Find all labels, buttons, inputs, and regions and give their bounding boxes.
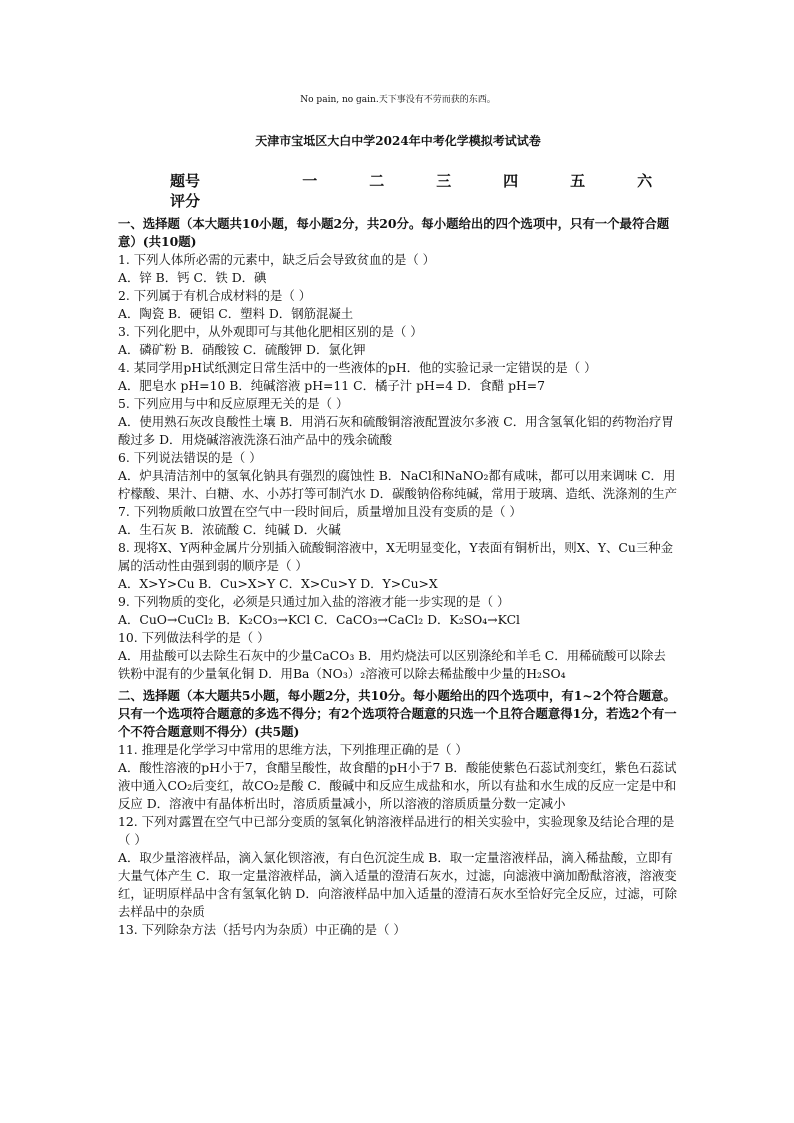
question-stem: 3. 下列化肥中，从外观即可与其他化肥相区别的是（ ） <box>118 324 423 339</box>
score-col-1: 一 <box>302 172 318 190</box>
question-options: A．取少量溶液样品，滴入氯化钡溶液，有白色沉淀生成 B．取一定量溶液样品，滴入稀盐酸，立即有大量气体产生 C．取一定量溶液样品，滴入适量的澄清石灰水，过滤，向滤液中滴加酚酞溶液，溶液变红，证明原样品中含有氢氧化钠 D．向溶液样品中加入适量的澄清石灰水至恰好完全反应，过滤，可除去样品中的杂质 <box>118 850 678 919</box>
question-stem: 10. 下列做法科学的是（ ） <box>118 630 270 645</box>
score-col-5: 五 <box>570 172 586 190</box>
question-stem: 11. 推理是化学学习中常用的思维方法，下列推理正确的是（ ） <box>118 742 468 757</box>
question-stem: 6. 下列说法错误的是（ ） <box>118 450 262 465</box>
exam-title: 天津市宝坻区大白中学2024年中考化学模拟考试试卷 <box>255 134 541 148</box>
question-options: A．X>Y>Cu B．Cu>X>Y C．X>Cu>Y D．Y>Cu>X <box>118 576 438 591</box>
question-options: A．使用熟石灰改良酸性土壤 B．用消石灰和硫酸铜溶液配置波尔多液 C．用含氢氧化铝的药物治疗胃酸过多 D．用烧碱溶液洗涤石油产品中的残余硫酸 <box>118 414 674 447</box>
score-col-3: 三 <box>436 172 452 190</box>
section1-questions <box>118 251 678 683</box>
question-options: A．锌 B．钙 C．铁 D．碘 <box>118 270 267 285</box>
question-stem: 7. 下列物质敞口放置在空气中一段时间后，质量增加且没有变质的是（ ） <box>118 504 522 519</box>
question-options: A．生石灰 B．浓硫酸 C．纯碱 D．火碱 <box>118 522 341 537</box>
score-table <box>170 171 678 211</box>
question-options: A．酸性溶液的pH小于7，食醋呈酸性，故食醋的pH小于7 B．酸能使紫色石蕊试剂变红，紫色石蕊试液中通入CO₂后变红，故CO₂是酸 C．酸碱中和反应生成盐和水，所以有盐和水生成的反应一定是中和反应 D．溶液中有晶体析出时，溶质质量减小，所以溶液的溶质质量分数一定减小 <box>118 760 677 811</box>
score-label-pingfen: 评分 <box>170 192 201 210</box>
question-options: A．炉具清洁剂中的氢氧化钠具有强烈的腐蚀性 B．NaCl和NaNO₂都有咸味，都可以用来调味 C．用柠檬酸、果汁、白糖、水、小苏打等可制汽水 D．碳酸钠俗称纯碱，常用于玻璃、造纸、洗涤剂的生产 <box>118 468 678 501</box>
question-stem: 9. 下列物质的变化，必须是只通过加入盐的溶液才能一步实现的是（ ） <box>118 594 510 609</box>
question-options: A．用盐酸可以去除生石灰中的少量CaCO₃ B．用灼烧法可以区别涤纶和羊毛 C．用稀硫酸可以除去铁粉中混有的少量氧化铜 D．用Ba（NO₃）₂溶液可以除去稀盐酸中少量的H₂SO₄ <box>118 648 666 681</box>
score-row-header <box>170 171 678 191</box>
question-stem: 13. 下列除杂方法（括号内为杂质）中正确的是（ ） <box>118 922 406 937</box>
question-stem: 1. 下列人体所必需的元素中，缺乏后会导致贫血的是（ ） <box>118 252 436 267</box>
score-label-tihao: 题号 <box>170 172 201 190</box>
motto: No pain, no gain.天下事没有不劳而获的东西。 <box>300 95 496 105</box>
question-options: A．陶瓷 B．硬铝 C．塑料 D．钢筋混凝土 <box>118 306 354 321</box>
question-options: A．肥皂水 pH=10 B．纯碱溶液 pH=11 C．橘子汁 pH=4 D．食醋 pH=7 <box>118 378 546 393</box>
question-stem: 5. 下列应用与中和反应原理无关的是（ ） <box>118 396 349 411</box>
question-options: A．CuO→CuCl₂ B．K₂CO₃→KCl C．CaCO₃→CaCl₂ D．K₂SO₄→KCl <box>118 612 521 627</box>
section2-questions <box>118 741 678 939</box>
section2-heading: 二、选择题（本大题共5小题，每小题2分，共10分。每小题给出的四个选项中，有1~2个符合题意。只有一个选项符合题意的多选不得分；有2个选项符合题意的只选一个且符合题意得1分，若选2个有一个不符合题意则不得分）(共5题) <box>118 688 677 739</box>
exam-page <box>118 92 678 939</box>
question-options: A．磷矿粉 B．硝酸铵 C．硫酸钾 D．氯化钾 <box>118 342 366 357</box>
section1-heading: 一、选择题（本大题共10小题，每小题2分，共20分。每小题给出的四个选项中，只有一个最符合题意）(共10题) <box>118 216 670 249</box>
question-stem: 4. 某同学用pH试纸测定日常生活中的一些液体的pH．他的实验记录一定错误的是（ ） <box>118 360 597 375</box>
question-stem: 8. 现将X、Y两种金属片分别插入硫酸铜溶液中，X无明显变化，Y表面有铜析出，则X、Y、Cu三种金属的活动性由强到弱的顺序是（ ） <box>118 540 674 573</box>
score-col-6: 六 <box>637 172 653 190</box>
question-stem: 2. 下列属于有机合成材料的是（ ） <box>118 288 312 303</box>
score-col-4: 四 <box>503 172 519 190</box>
score-col-2: 二 <box>369 172 385 190</box>
score-row-pingfen <box>170 191 678 211</box>
question-stem: 12. 下列对露置在空气中已部分变质的氢氧化钠溶液样品进行的相关实验中，实验现象及结论合理的是（ ） <box>118 814 675 847</box>
